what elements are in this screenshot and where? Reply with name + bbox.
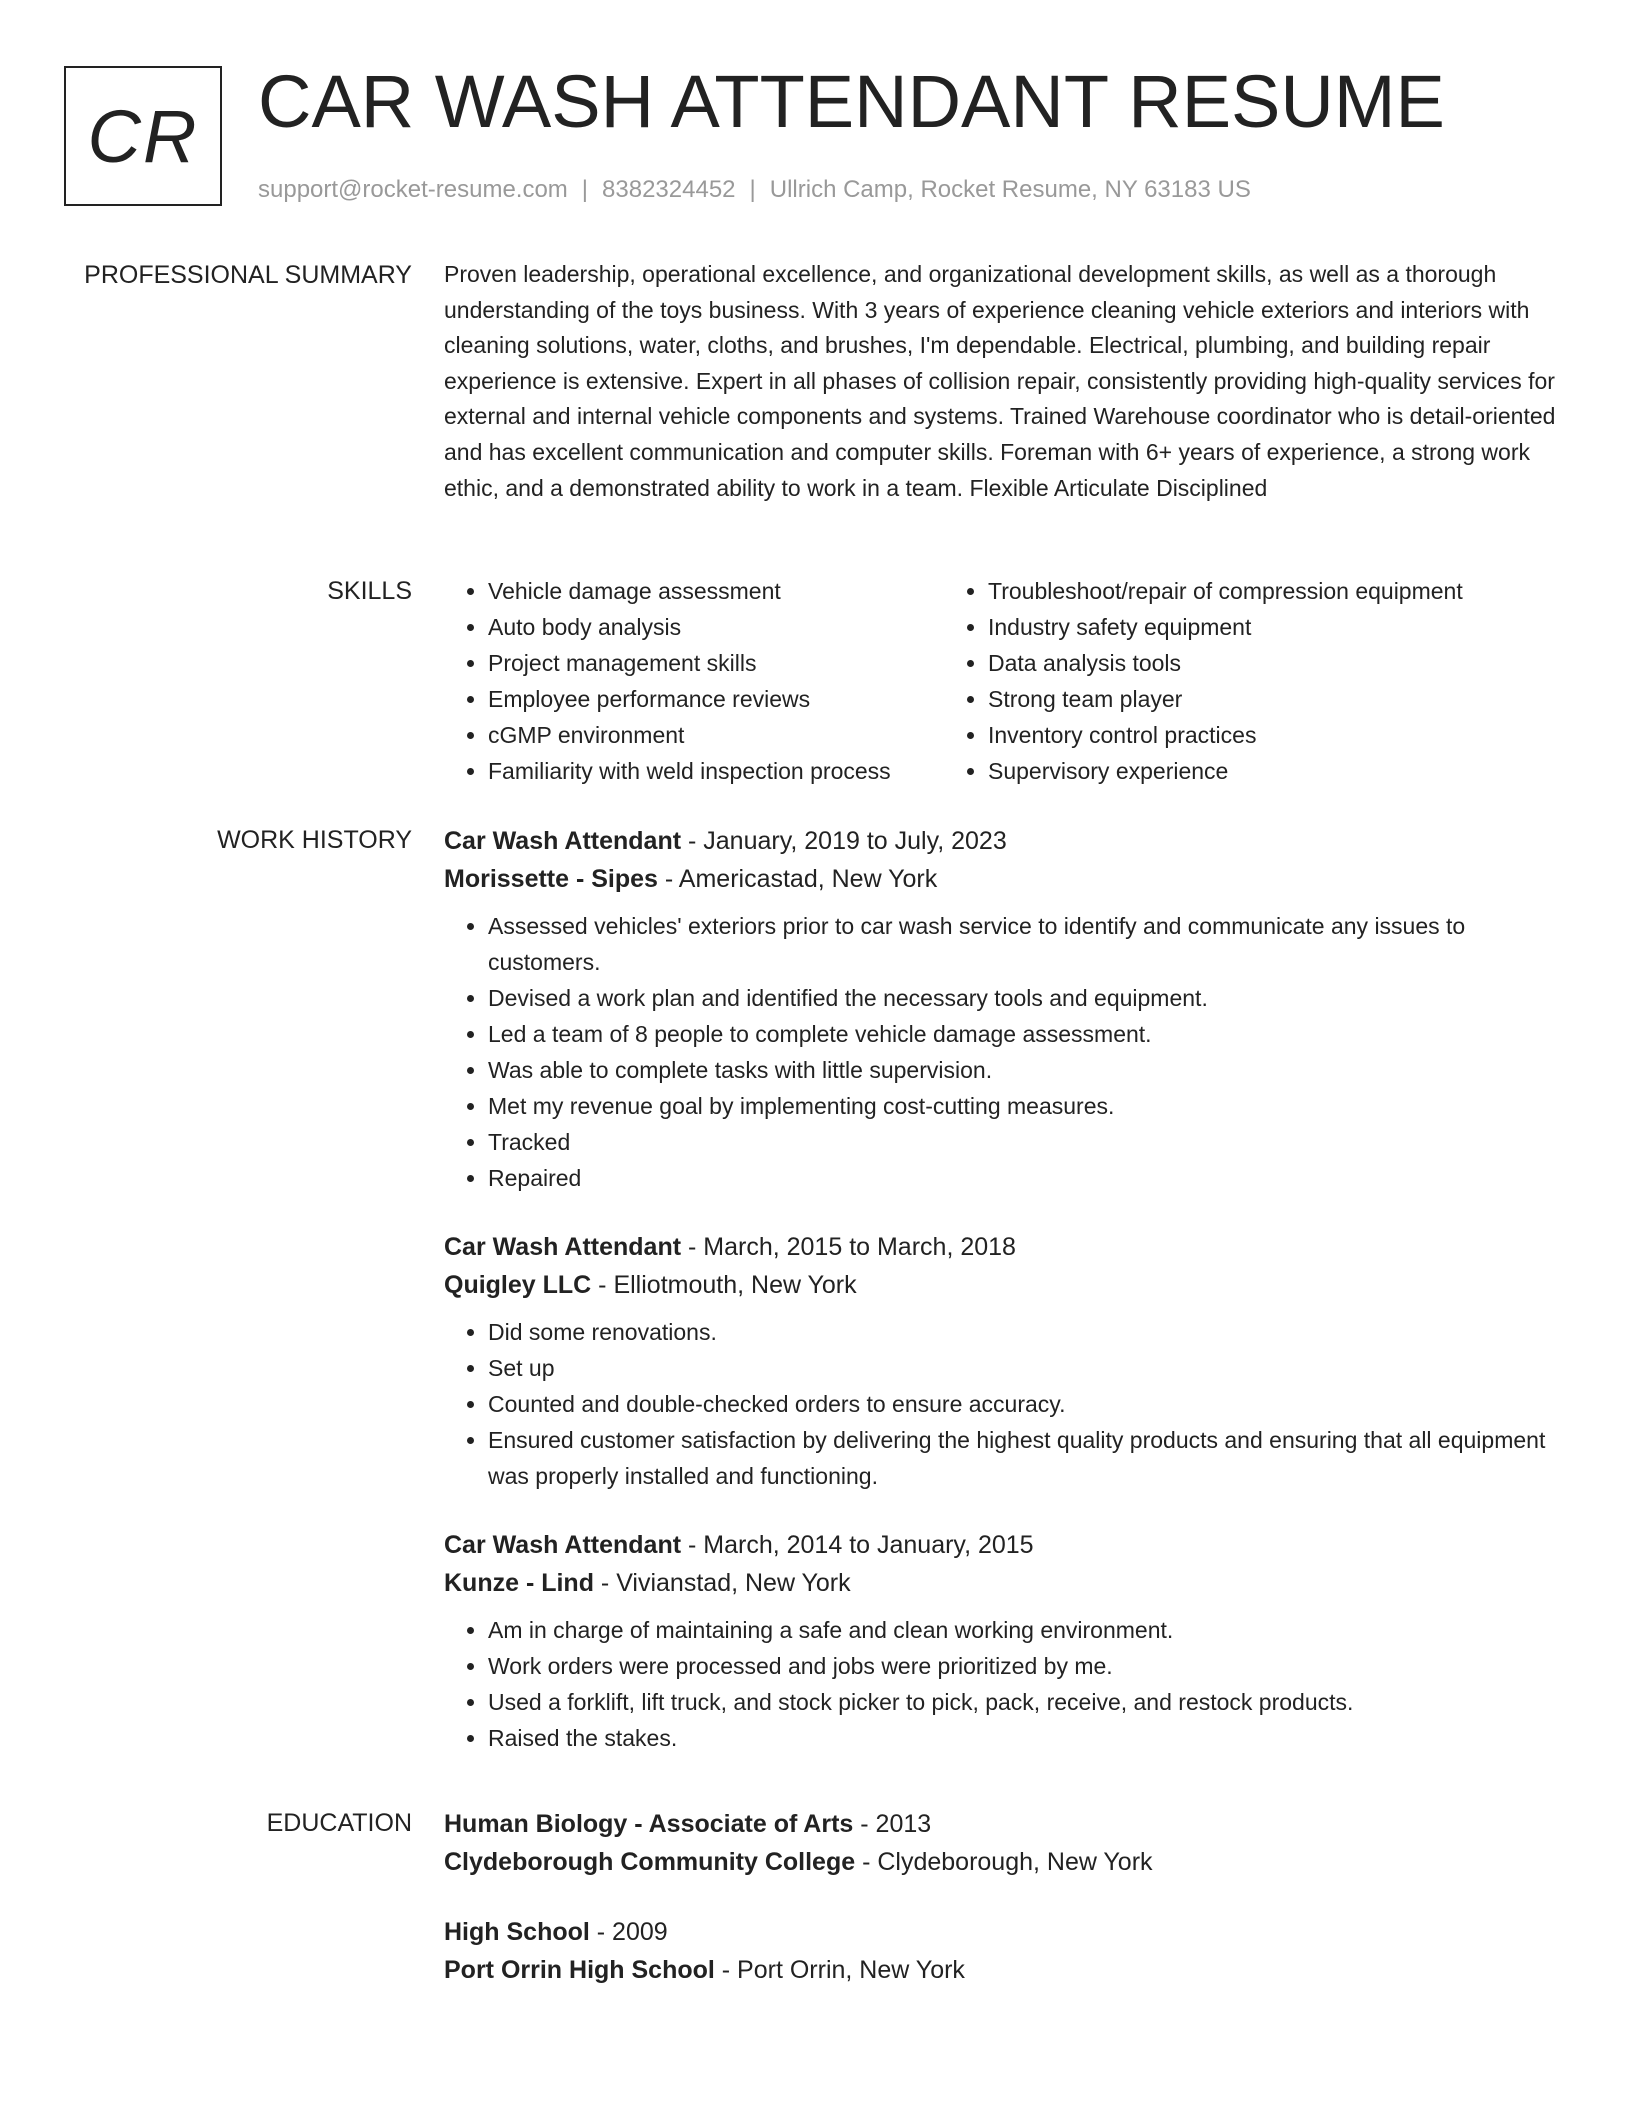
skills-list-right [944,573,1562,789]
skills-body [444,573,1562,789]
summary-body [444,257,1562,506]
phone-number[interactable]: 8382324452 [602,176,736,203]
job-title-line [444,1228,1562,1266]
job-bullet: • Ensured customer satisfaction by delivering the highest quality products and ensuring that all equipment was properly installed and functioning. [488,1422,1562,1494]
job-bullet: • Counted and double-checked orders to ensure accuracy. [488,1386,1562,1422]
job-location: - Elliotmouth, New York [591,1271,857,1299]
education-year: - 2013 [853,1810,932,1838]
skill-item: • Strong team player [988,681,1562,717]
education-school: Clydeborough Community College [444,1848,856,1876]
skill-item: • Troubleshoot/repair of compression equipment [988,573,1562,609]
job-dates: - March, 2015 to March, 2018 [681,1233,1016,1261]
contact-line [258,174,1251,206]
job-bullets [444,908,1562,1196]
job-bullet: • Was able to complete tasks with little supervision. [488,1052,1562,1088]
job-dates: - January, 2019 to July, 2023 [681,827,1007,855]
education-school-line [444,1843,1562,1881]
monogram-logo: CR [64,66,222,206]
education-location: - Port Orrin, New York [714,1956,965,1984]
contact-separator: | [749,176,756,203]
address-text: Ullrich Camp, Rocket Resume, NY 63183 US [769,176,1251,203]
job-title: Car Wash Attendant [444,1531,682,1559]
job-bullet: • Met my revenue goal by implementing cost-cutting measures. [488,1088,1562,1124]
job-bullet: • Raised the stakes. [488,1720,1562,1756]
job-company-line [444,1266,1562,1304]
summary-heading: PROFESSIONAL SUMMARY [84,261,412,289]
education-degree: Human Biology - Associate of Arts [444,1810,854,1838]
job-location: - Americastad, New York [657,865,938,893]
job-bullet: • Tracked [488,1124,1562,1160]
work-history-body [444,822,1562,1756]
job-company: Kunze - Lind [444,1569,594,1597]
skill-item: • Inventory control practices [988,717,1562,753]
skill-item: • Data analysis tools [988,645,1562,681]
job-bullet: • Led a team of 8 people to complete vehicle damage assessment. [488,1016,1562,1052]
summary-text: Proven leadership, operational excellence, and organizational development skills, as well as a thorough understanding of the toys business. With 3 years of experience cleaning vehicle exteriors and interiors with cleaning solutions, water, cloths, and brushes, I'm dependable. Electrical, plumbing, and building repair experience is extensive. Expert in all phases of collision repair, consistently providing high-quality services for external and internal vehicle components and systems. Trained Warehouse coordinator who is detail-oriented and has excellent communication and computer skills. Foreman with 6+ years of experience, a strong work ethic, and a demonstrated ability to work in a team. Flexible Articulate Disciplined [444,261,1556,501]
skill-item: • Familiarity with weld inspection process [488,753,944,789]
work-history-heading: WORK HISTORY [217,826,412,854]
education-entry [444,1805,1562,1881]
skill-item: • Supervisory experience [988,753,1562,789]
contact-separator: | [581,176,589,203]
job-bullet: • Set up [488,1350,1562,1386]
education-entry [444,1913,1562,1989]
job-entry [444,1526,1562,1756]
job-bullet: • Am in charge of maintaining a safe and clean working environment. [488,1612,1562,1648]
education-location: - Clydeborough, New York [855,1848,1153,1876]
job-bullets [444,1314,1562,1494]
job-dates: - March, 2014 to January, 2015 [681,1531,1034,1559]
job-title: Car Wash Attendant [444,1233,682,1261]
job-bullet: • Devised a work plan and identified the necessary tools and equipment. [488,980,1562,1016]
skills-heading: SKILLS [327,577,412,605]
job-location: - Vivianstad, New York [593,1569,851,1597]
job-entry [444,822,1562,1196]
education-degree-line [444,1805,1562,1843]
skill-item: • Employee performance reviews [488,681,944,717]
job-company: Morissette - Sipes [444,865,658,893]
job-title-line [444,822,1562,860]
job-bullet: • Did some renovations. [488,1314,1562,1350]
skill-item: • Project management skills [488,645,944,681]
job-company: Quigley LLC [444,1271,592,1299]
skills-list-left [444,573,944,789]
email-link[interactable]: support@rocket-resume.com [258,176,568,203]
skill-item: • Industry safety equipment [988,609,1562,645]
job-bullets [444,1612,1562,1756]
education-school: Port Orrin High School [444,1956,715,1984]
education-heading: EDUCATION [266,1809,412,1837]
job-title-line [444,1526,1562,1564]
education-body [444,1805,1562,1989]
job-bullet: • Used a forklift, lift truck, and stock picker to pick, pack, receive, and restock products. [488,1684,1562,1720]
job-bullet: • Assessed vehicles' exteriors prior to car wash service to identify and communicate any issues to customers. [488,908,1562,980]
skill-item: • Auto body analysis [488,609,944,645]
job-bullet: • Work orders were processed and jobs were prioritized by me. [488,1648,1562,1684]
education-year: - 2009 [589,1918,668,1946]
education-degree-line [444,1913,1562,1951]
job-company-line [444,1564,1562,1602]
job-title: Car Wash Attendant [444,827,682,855]
job-entry [444,1228,1562,1494]
education-school-line [444,1951,1562,1989]
job-company-line [444,860,1562,898]
skill-item: • cGMP environment [488,717,944,753]
education-degree: High School [444,1918,590,1946]
job-bullet: • Repaired [488,1160,1562,1196]
page-title: CAR WASH ATTENDANT RESUME [258,60,1445,143]
skill-item: • Vehicle damage assessment [488,573,944,609]
